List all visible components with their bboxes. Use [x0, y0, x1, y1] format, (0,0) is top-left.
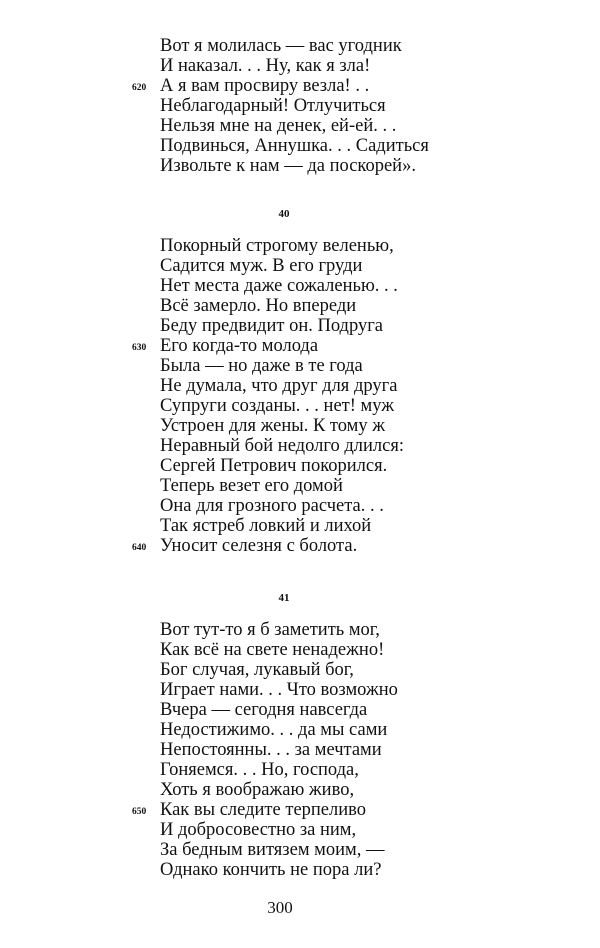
poem-line: Нет места даже сожаленью. . . — [160, 276, 398, 296]
poem-line: Уносит селезня с болота. — [160, 536, 358, 556]
poem-line: Непостоянны. . . за мечтами — [160, 740, 382, 760]
poem-line: Однако кончить не пора ли? — [160, 860, 382, 880]
poem-line: А я вам просвиру везла! . . — [160, 76, 370, 96]
poem-line: Вот тут-то я б заметить мог, — [160, 620, 380, 640]
stanza-number: 41 — [278, 592, 290, 604]
poem-line: Теперь везет его домой — [160, 476, 343, 496]
poem-line: И добросовестно за ним, — [160, 820, 357, 840]
poem-line: Супруги созданы. . . нет! муж — [160, 396, 395, 416]
poem-line: Беду предвидит он. Подруга — [160, 316, 384, 336]
poem-line: Неравный бой недолго длился: — [160, 436, 404, 456]
poem-line: За бедным витязем моим, — — [160, 840, 385, 860]
poem-line: Вчера — сегодня навсегда — [160, 700, 368, 720]
poem-line: Устроен для жены. К тому ж — [160, 416, 386, 436]
poem-line: Его когда-то молода — [160, 336, 319, 356]
poem-line: Гоняемся. . . Но, господа, — [160, 760, 359, 780]
page-number: 300 — [267, 898, 293, 917]
line-number: 640 — [132, 543, 147, 553]
poem-line: Извольте к нам — да поскорей». — [160, 156, 416, 176]
line-number: 650 — [132, 807, 147, 817]
poem-line: Сергей Петрович покорился. — [160, 456, 388, 476]
poem-line: Садится муж. В его груди — [160, 256, 363, 276]
poem-line: Подвинься, Аннушка. . . Садиться — [160, 136, 429, 156]
poem-line: Недостижимо. . . да мы сами — [160, 720, 388, 740]
poem-line: Неблагодарный! Отлучиться — [160, 96, 386, 116]
poem-line: Вот я молилась — вас угодник — [160, 36, 402, 56]
poem-line: Она для грозного расчета. . . — [160, 496, 384, 516]
line-number: 630 — [132, 343, 147, 353]
poem-line: И наказал. . . Ну, как я зла! — [160, 56, 371, 76]
poem-line: Так ястреб ловкий и лихой — [160, 516, 372, 536]
line-number: 620 — [132, 83, 147, 93]
poem-line: Хоть я воображаю живо, — [160, 780, 355, 800]
poem-line: Не думала, что друг для друга — [160, 376, 398, 396]
poem-line: Бог случая, лукавый бог, — [160, 660, 354, 680]
poem-line: Нельзя мне на денек, ей-ей. . . — [160, 116, 397, 136]
poem-line: Как вы следите терпеливо — [160, 800, 367, 820]
poem-line: Была — но даже в те года — [160, 356, 363, 376]
poem-line: Играет нами. . . Что возможно — [160, 680, 398, 700]
poem-line: Покорный строгому веленью, — [160, 236, 394, 256]
poem-line: Как всё на свете ненадежно! — [160, 640, 385, 660]
stanza-number: 40 — [278, 208, 290, 220]
poem-line: Всё замерло. Но впереди — [160, 296, 357, 316]
